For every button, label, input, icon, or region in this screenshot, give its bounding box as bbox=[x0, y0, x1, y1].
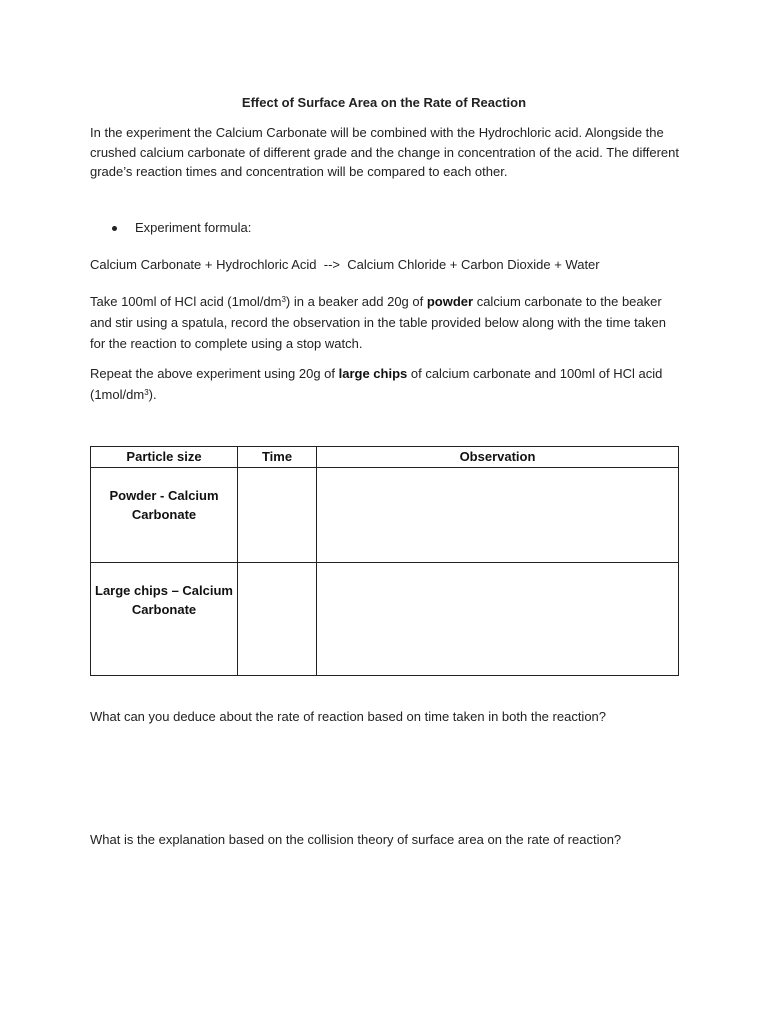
procedure-step-1 bbox=[90, 291, 680, 354]
particle-size-cell bbox=[91, 468, 238, 563]
observation-table bbox=[90, 446, 679, 676]
header-particle-size: Particle size bbox=[91, 447, 238, 468]
step2-bold-large-chips: large chips bbox=[338, 366, 408, 381]
bullet-item bbox=[112, 218, 251, 238]
table-header-row bbox=[91, 447, 679, 468]
step1-text-3: calcium carbonate to the beaker and stir using a spatula, record the observation in the table provided below along with the time taken for the reaction to complete using a stop watch. bbox=[90, 294, 666, 351]
step2-text-2: of calcium carbonate and 100ml of HCl acid (1mol/dm bbox=[90, 366, 663, 402]
step1-text-2: ) in a beaker add 20g of bbox=[285, 294, 427, 309]
time-cell[interactable] bbox=[238, 468, 317, 563]
time-cell[interactable] bbox=[238, 563, 317, 676]
intro-paragraph: In the experiment the Calcium Carbonate will be combined with the Hydrochloric acid. Alongside the crushed calcium carbonate of different grade and the change in concentration of the acid. The different grade’s reaction times and concentration will be compared to each other. bbox=[90, 125, 679, 179]
particle-size-cell bbox=[91, 563, 238, 676]
header-time: Time bbox=[238, 447, 317, 468]
particle-size-label: Large chips – Calcium Carbonate bbox=[95, 583, 233, 617]
question-1: What can you deduce about the rate of reaction based on time taken in both the reaction? bbox=[90, 709, 607, 724]
bullet-label: Experiment formula: bbox=[135, 220, 252, 235]
step1-superscript: 3 bbox=[281, 295, 286, 304]
header-observation: Observation bbox=[317, 447, 679, 468]
table-row bbox=[91, 563, 679, 676]
question-2: What is the explanation based on the collision theory of surface area on the rate of reaction? bbox=[90, 832, 622, 847]
bullet-icon bbox=[112, 226, 117, 231]
step2-text-3: ). bbox=[148, 387, 157, 402]
reaction-formula: Calcium Carbonate + Hydrochloric Acid --> Calcium Chloride + Carbon Dioxide + Water bbox=[90, 257, 600, 272]
procedure-step-2 bbox=[90, 363, 680, 405]
observation-cell[interactable] bbox=[317, 563, 679, 676]
table-row bbox=[91, 468, 679, 563]
step1-bold-powder: powder bbox=[426, 294, 474, 309]
document-title: Effect of Surface Area on the Rate of Reaction bbox=[241, 95, 527, 110]
step2-text-1: Repeat the above experiment using 20g of bbox=[90, 366, 339, 381]
observation-cell[interactable] bbox=[317, 468, 679, 563]
step1-text-1: Take 100ml of HCl acid (1mol/dm bbox=[90, 294, 282, 309]
particle-size-label: Powder - Calcium Carbonate bbox=[109, 488, 219, 522]
step2-superscript: 3 bbox=[144, 388, 149, 397]
